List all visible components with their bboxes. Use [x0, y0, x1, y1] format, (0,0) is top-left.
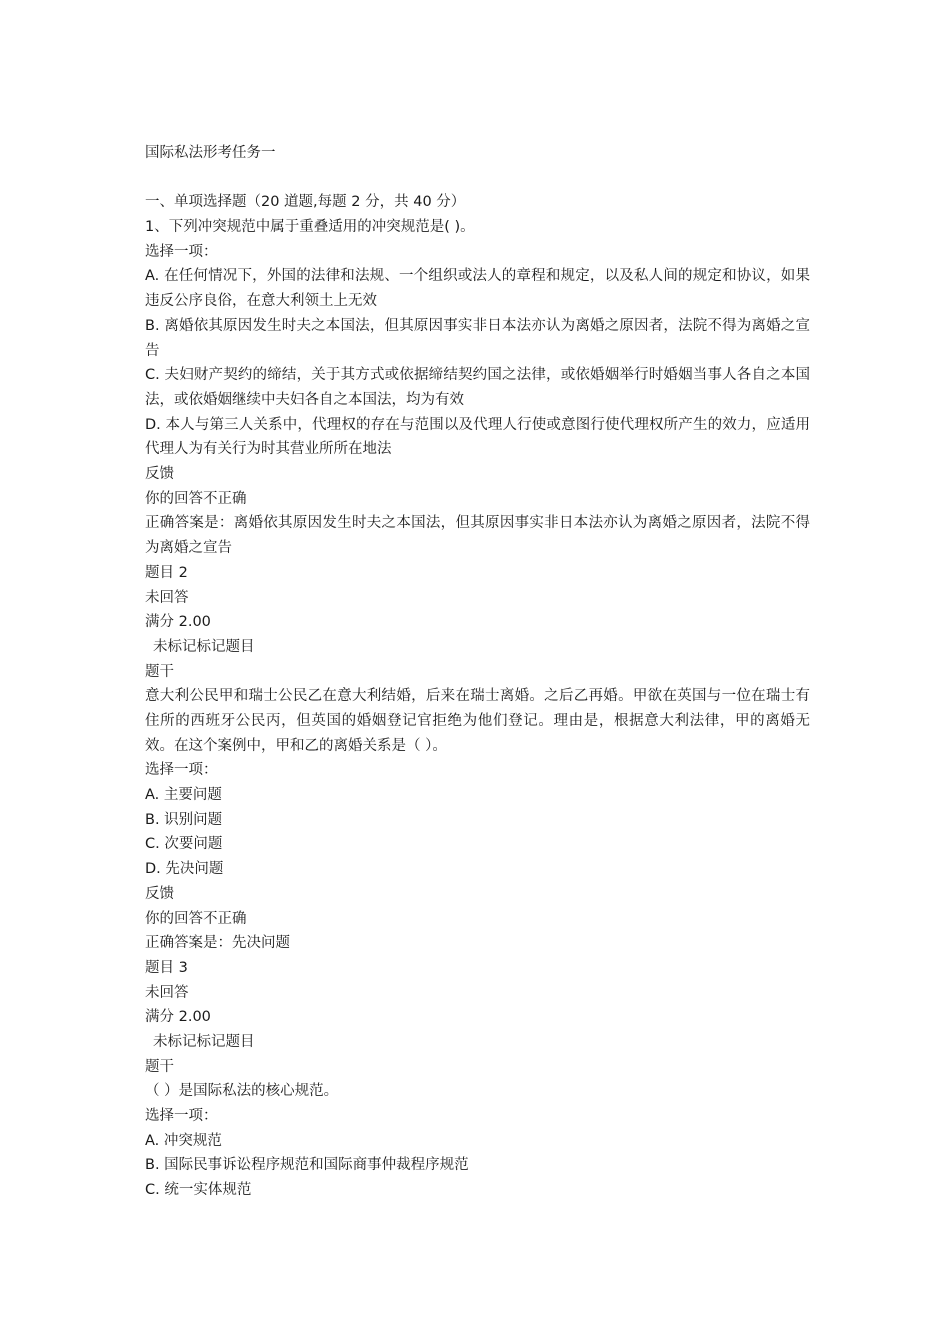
question-number: 题目 2	[145, 564, 188, 581]
correct-answer: 正确答案是：先决问题	[145, 935, 290, 952]
option-b: B. 离婚依其原因发生时夫之本国法，但其原因事实非日本法亦认为离婚之原因者，法院不得为离婚之宣告	[145, 317, 810, 359]
document-title: 国际私法形考任务一	[145, 145, 276, 161]
max-score: 满分 2.00	[145, 614, 211, 631]
answer-status: 未回答	[145, 984, 189, 1001]
question-1	[145, 215, 810, 561]
question-number: 题目 3	[145, 959, 188, 976]
document-page	[145, 141, 810, 1203]
option-c: C. 夫妇财产契约的缔结，关于其方式或依据缔结契约国之法律，或依婚姻举行时婚姻当事人各自之本国法，或依婚姻继续中夫妇各自之本国法，均为有效	[145, 367, 810, 408]
max-score: 满分 2.00	[145, 1009, 211, 1026]
flag-question: 未标记标记题目	[153, 1033, 255, 1050]
correct-answer: 正确答案是：离婚依其原因发生时夫之本国法，但其原因事实非日本法亦认为离婚之原因者，法院不得为离婚之宣告	[145, 515, 810, 557]
option-a: A. 在任何情况下，外国的法律和法规、一个组织或法人的章程和规定，以及私人间的规定和协议，如果违反公序良俗，在意大利领土上无效	[145, 268, 810, 310]
choose-label: 选择一项：	[145, 762, 218, 779]
question-3	[145, 956, 810, 1203]
feedback-label: 反馈	[145, 885, 174, 902]
stem-label: 题干	[145, 1058, 174, 1075]
feedback-label: 反馈	[145, 466, 174, 483]
question-2	[145, 561, 810, 956]
section-heading: 一、单项选择题（20 道题,每题 2 分，共 40 分）	[145, 194, 466, 211]
stem-label: 题干	[145, 663, 174, 680]
option-d: D. 先决问题	[145, 861, 224, 878]
choose-label: 选择一项：	[145, 243, 218, 260]
option-a: A. 冲突规范	[145, 1132, 222, 1149]
option-c: C. 次要问题	[145, 836, 223, 853]
result-text: 你的回答不正确	[145, 490, 247, 507]
question-stem: 1、下列冲突规范中属于重叠适用的冲突规范是( )。	[145, 219, 475, 236]
option-a: A. 主要问题	[145, 787, 222, 804]
option-b: B. 国际民事诉讼程序规范和国际商事仲裁程序规范	[145, 1157, 469, 1174]
flag-question: 未标记标记题目	[153, 638, 255, 655]
option-c: C. 统一实体规范	[145, 1182, 252, 1199]
choose-label: 选择一项：	[145, 1108, 218, 1125]
question-stem: 意大利公民甲和瑞士公民乙在意大利结婚，后来在瑞士离婚。之后乙再婚。甲欲在英国与一位在瑞士有住所的西班牙公民丙，但英国的婚姻登记官拒绝为他们登记。理由是，根据意大利法律，甲的离婚无效。在这个案例中，甲和乙的离婚关系是（ ）。	[145, 688, 810, 754]
question-stem: （ ）是国际私法的核心规范。	[145, 1083, 339, 1100]
option-b: B. 识别问题	[145, 811, 223, 828]
answer-status: 未回答	[145, 589, 189, 606]
option-d: D. 本人与第三人关系中，代理权的存在与范围以及代理人行使或意图行使代理权所产生的效力，应适用代理人为有关行为时其营业所所在地法	[145, 416, 810, 458]
result-text: 你的回答不正确	[145, 910, 247, 927]
